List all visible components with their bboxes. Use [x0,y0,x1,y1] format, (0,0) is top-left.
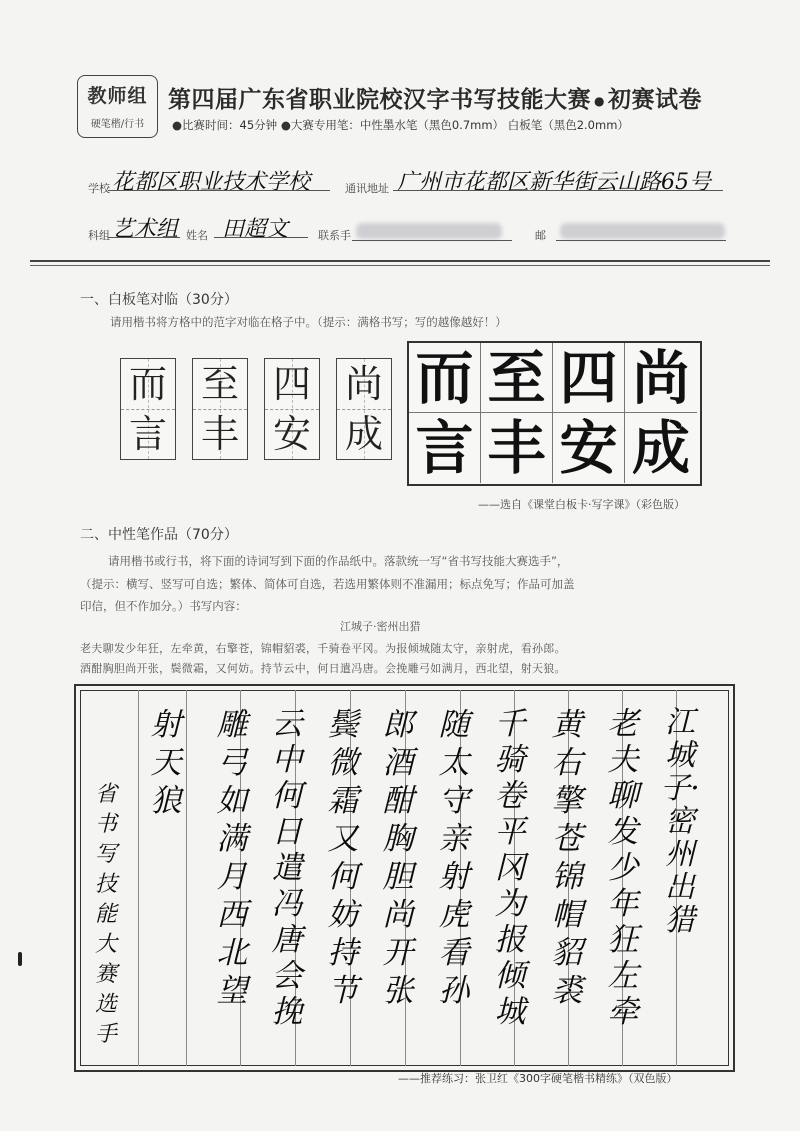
sample-cell [481,343,553,413]
phone-redacted [356,223,502,239]
binding-hole-mark [18,952,22,966]
email-label: 邮 [535,229,546,242]
sample-cell [625,413,697,483]
name-field[interactable]: 田超文 [222,217,289,242]
subject-underline [108,237,180,238]
sample-cell [553,343,625,413]
sample-char: 尚 [631,344,690,412]
sample-cell [481,413,553,483]
subject-label: 科组 [88,229,110,242]
poem-column: 鬓微霜又何妨持节 [327,707,359,1009]
poem-column: 江城子·密州出猎 [660,705,700,938]
sample-grid [407,341,702,486]
sample-char: 安 [559,414,618,482]
copy-box-2[interactable] [192,358,248,460]
phone-label: 联系手 [318,229,351,242]
copy-char: 成 [344,412,383,456]
group-badge-subtitle: 硬笔楷/行书 [90,119,145,130]
section2-title: 二、中性笔作品（70分） [80,527,238,543]
subject-field[interactable]: 艺术组 [112,217,179,242]
page-title-main: 第四届广东省职业院校汉字书写技能大赛 [168,87,591,113]
section1-instruction: 请用楷书将方格中的范字对临在格子中。（提示：满格书写；写的越像越好！） [110,315,507,329]
sample-cell [409,413,481,483]
copy-char: 丰 [200,412,239,456]
header-divider-thin [30,265,770,266]
poem-column: 千骑卷平冈为报倾城 [494,706,526,1030]
section2-instruction-1: 请用楷书或行书，将下面的诗词写到下面的作品纸中。落款统一写“省书写技能大赛选手”， [108,554,569,568]
section1-source-note: ——选自《课堂白板卡·写字课》（彩色版） [478,498,685,511]
sample-char: 丰 [487,414,546,482]
signature: 省书写技能大赛选手 [94,782,117,1047]
address-field[interactable]: 广州市花都区新华街云山路65号 [397,170,711,195]
group-badge-title: 教师组 [87,85,148,107]
sample-char: 言 [415,414,474,482]
poem-column: 云中何日遣冯唐会挽 [271,706,303,1030]
copy-char: 至 [200,362,239,406]
sample-char: 四 [559,344,618,412]
page-title-suffix: 初赛试卷 [607,87,702,113]
address-underline [393,190,723,191]
address-label: 通讯地址 [345,182,389,195]
title-dot-icon: ● [594,93,605,108]
header-divider [30,260,770,262]
poem-title: 江城子·密州出猎 [340,620,421,633]
sample-char: 而 [415,344,474,412]
section1-title: 一、白板笔对临（30分） [80,292,238,308]
poem-column: 郎 酒酣胸胆尚开张 [382,707,414,1009]
sample-char: 至 [487,344,546,412]
column-rule [186,690,187,1066]
school-underline [108,190,330,191]
copy-char: 安 [272,412,311,456]
footer-recommend-note: ——推荐练习：张卫红《300字硬笔楷书精练》（双色版） [398,1072,678,1085]
sample-char: 成 [631,414,690,482]
poem-column: 黄右擎苍锦帽貂裘 [551,707,583,1009]
sample-cell [553,413,625,483]
copy-box-4[interactable] [336,358,392,460]
copy-char: 四 [272,362,311,406]
phone-underline [352,240,512,241]
poem-column: 射天狼 [150,707,182,819]
poem-column: 雕弓如满月西北望 [216,707,248,1009]
page-title [168,81,702,114]
section2-instruction-2: （提示：横写、竖写可自选；繁体、简体可自选，若选用繁体则不准漏用；标点免写；作品可加盖 [80,577,575,591]
copy-char: 而 [128,362,167,406]
exam-rules-line: ●比赛时间：45分钟 ●大赛专用笔：中性墨水笔（黑色0.7mm） 白板笔（黑色2.0mm） [172,118,629,132]
poem-column: 随太守亲射虎看孙 [438,707,470,1009]
copy-char: 尚 [344,362,383,406]
section2-instruction-3: 印信，但不作加分。）书写内容： [80,599,247,613]
sample-cell [409,343,481,413]
school-field[interactable]: 花都区职业技术学校 [112,170,311,195]
name-label: 姓名 [186,229,208,242]
poem-column: 老夫聊发少年狂左牵 [607,706,639,1030]
sample-cell [625,343,697,413]
copy-box-1[interactable] [120,358,176,460]
copy-char: 言 [128,412,167,456]
school-label: 学校 [88,182,110,195]
group-badge [77,75,158,138]
email-underline [556,240,726,241]
copy-box-3[interactable] [264,358,320,460]
poem-line-1: 老夫聊发少年狂，左牵黄，右擎苍，锦帽貂裘，千骑卷平冈。为报倾城随太守，亲射虎，看孙郎。 [80,642,566,655]
column-rule [138,690,139,1066]
email-redacted [560,223,725,239]
poem-line-2: 酒酣胸胆尚开张，鬓微霜，又何妨。持节云中，何日遣冯唐。会挽雕弓如满月，西北望，射天狼。 [80,662,566,675]
name-underline [214,237,308,238]
